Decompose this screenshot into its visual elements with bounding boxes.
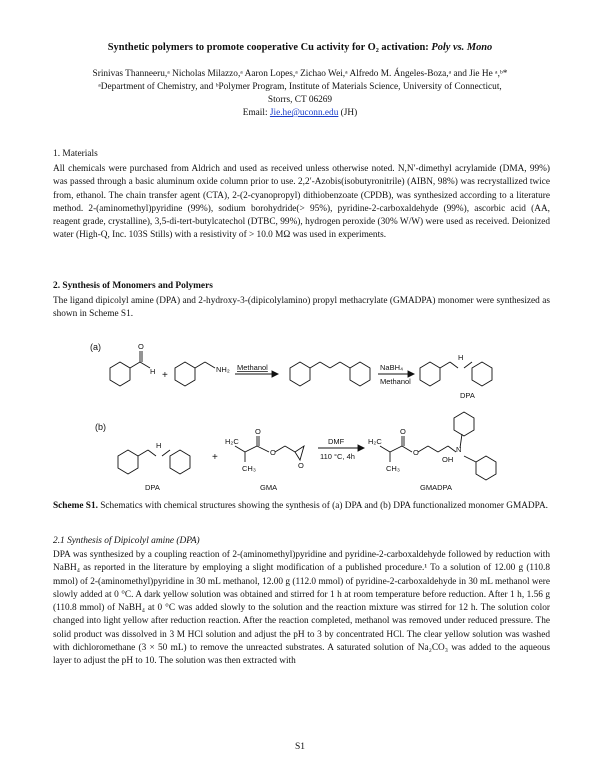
gmadpa-oh-label: OH [442, 455, 454, 464]
email-line [40, 107, 560, 120]
subsection-2-1-heading: 2.1 Synthesis of Dipicolyl amine (DPA) [53, 536, 200, 546]
section-2-heading: 2. Synthesis of Monomers and Polymers [53, 281, 213, 291]
dpa-reactant-ring-1 [118, 450, 138, 474]
pyridine-ring-2 [175, 362, 195, 386]
email-label: Email: [242, 108, 270, 118]
imine-ring-2 [350, 362, 370, 386]
plus-sign-a: + [162, 370, 168, 381]
email-link[interactable]: Jie.he@uconn.edu [269, 108, 339, 118]
nabh4-reagent: NaBH₄ [380, 363, 404, 372]
dpa-ring-2 [472, 362, 492, 386]
plus-sign-b: + [212, 452, 218, 463]
gmadpa-ring-1 [454, 412, 474, 436]
scheme-caption-label: Scheme S1. [53, 501, 98, 511]
dmf-reagent: DMF [328, 437, 345, 446]
dpa-product-label: DPA [460, 391, 475, 400]
reaction-conditions: 110 °C, 4h [320, 452, 355, 461]
dpa-reactant-ring-2 [170, 450, 190, 474]
gmadpa-carbonyl-o: O [400, 427, 406, 436]
scheme-label-a: (a) [90, 342, 101, 352]
dpa-ring-1 [420, 362, 440, 386]
title-italic: Poly vs. Mono [431, 42, 493, 53]
gmadpa-h2c-label: H₂C [368, 437, 382, 446]
gmadpa-ring-2 [476, 456, 496, 480]
gmadpa-label: GMADPA [420, 483, 452, 492]
epoxide-ring [295, 446, 304, 460]
nh2-label: NH₂ [216, 365, 230, 374]
affiliation-line-1: ᵃDepartment of Chemistry, and ᵇPolymer Program, Institute of Materials Science, University of Connecticut, [98, 82, 502, 92]
dpa-reactant-nh-label: H [156, 441, 162, 450]
gmadpa-ch3-label: CH₃ [386, 464, 400, 473]
title-main: Synthetic polymers to promote cooperative Cu activity for O₂ activation: [107, 42, 432, 53]
gmadpa-ester-o: O [413, 448, 419, 457]
epoxide-o: O [298, 461, 304, 470]
gma-h2c-label: H₂C [225, 437, 239, 446]
scheme-caption [53, 500, 550, 513]
pyridine-ring-1 [110, 362, 130, 386]
gma-label: GMA [260, 483, 278, 492]
section-1-heading: 1. Materials [53, 149, 98, 159]
methanol-reagent: Methanol [237, 363, 268, 372]
subsection-2-1-text: DPA was synthesized by a coupling reaction of 2-(aminomethyl)pyridine and pyridine-2-carboxaldehyde followed by reduction with NaBH₄ as reported in the literature by employing a slight modification of a published procedure.¹ To a solution of 12.00 g (110.8 mmol) of 2-(aminomethyl)pyridine in 30 mL methanol, 12.00 g (112.0 mmol) of pyridine-2-carboxaldehyde in 30 mL methanol were slowly added at 0 °C. A dark yellow solution was obtained and stirred for 1 h at room temperature before reduction. After 1 h, 1.56 g (110.8 mmol) of NaBH₄ at 0 °C was added slowly to the solution and the reaction mixture was stirred for 12 h. The solution color changed into light yellow after reduction reaction. After the reaction completed, methanol was removed under reduced pressure. The solid product was dissolved in 3 M HCl solution and adjust the pH to 3 by concentrated HCl. The clear yellow solution was washed with dichloromethane (3 × 50 mL) to remove the unreacted substrates. A saturated solution of Na₂CO₃ was added to the aqueous layer to adjust the pH to 10. The solution was then extracted with [53, 550, 550, 667]
gmadpa-n-label: N [456, 445, 462, 454]
methanol-reagent-2: Methanol [380, 377, 411, 386]
affiliation-line-2: Storrs, CT 06269 [267, 95, 333, 105]
dpa-reactant-label: DPA [145, 483, 160, 492]
scheme-caption-text: Schematics with chemical structures showing the synthesis of (a) DPA and (b) DPA functionalized monomer GMADPA. [97, 501, 549, 511]
paper-title [40, 42, 560, 53]
gma-ch3-label: CH₃ [242, 464, 256, 473]
scheme-label-b: (b) [95, 422, 106, 432]
gma-carbonyl-o: O [255, 427, 261, 436]
dpa-nh-label: H [458, 353, 464, 362]
scheme-s1-figure [90, 338, 510, 498]
page-number: S1 [294, 742, 306, 752]
author-list: Srinivas Thanneeru,ᵃ Nicholas Milazzo,ᵃ Aaron Lopes,ᵃ Zichao Wei,ᵃ Alfredo M. Ángeles-Boza,ᵃ and Jie He ᵃ,ᵇ* [92, 69, 508, 79]
section-2-text: The ligand dipicolyl amine (DPA) and 2-hydroxy-3-(dipicolylamino) propyl methacrylate (GMADPA) monomer were synthesized as shown in Scheme S1. [53, 296, 550, 320]
imine-ring-1 [290, 362, 310, 386]
email-suffix: (JH) [338, 108, 358, 118]
section-1-text: All chemicals were purchased from Aldrich and used as received unless otherwise noted. N,N′-dimethyl acrylamide (DMA, 99%) was passed through a basic aluminum oxide column prior to use. 2,2′-Azobis(isobutyronitrile) (AIBN, 98%) was recrystallized twice from, ethanol. The chain transfer agent (CTA), 2-(2-cyanopropyl) dithiobenzoate (CPDB), was synthesized according to a literature method. 2-(aminomethyl)pyridine (99%), sodium borohydride(> 95%), pyridine-2-carboxaldehyde (99%), ascorbic acid (AA, reagent grade, crystalline), 3,5-di-tert-butylcatechol (DTBC, 99%), hydrogen peroxide (30% W/W) were used as received. Deionized water (High-Q, Inc. 103S Stills) with a resistivity of > 10.0 MΩ was used in experiments. [53, 164, 550, 241]
aldehyde-o-label: O [138, 342, 144, 351]
aldehyde-h-label: H [150, 367, 156, 376]
gma-ester-o: O [270, 448, 276, 457]
